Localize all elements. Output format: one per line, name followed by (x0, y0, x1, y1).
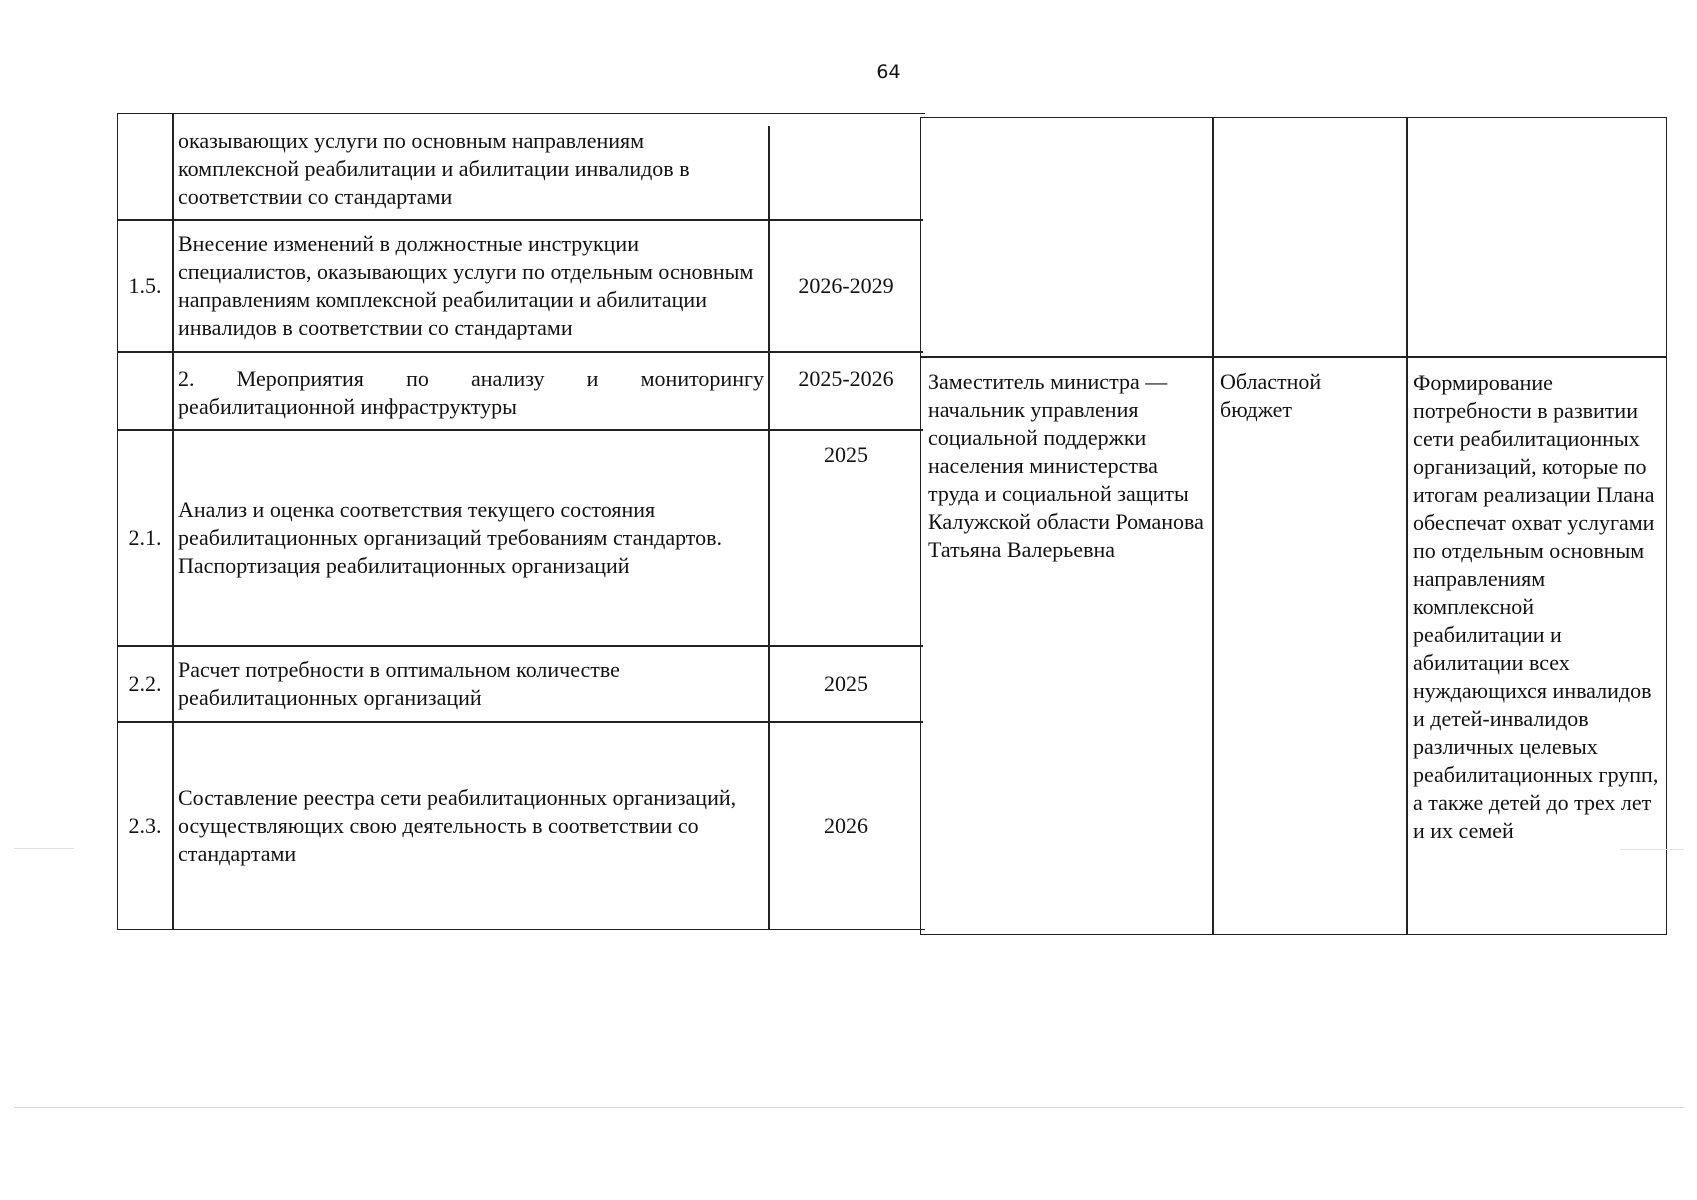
table-row-period: 2025 (824, 671, 868, 696)
table-row-period: 2026-2029 (798, 273, 894, 298)
section-heading: 2. Мероприятия по анализу и мониторингу реабилитационной инфраструктуры (178, 366, 764, 419)
scan-artifact-line (1620, 849, 1684, 850)
table-row-description: Расчет потребности в оптимальном количестве реабилитационных организаций (178, 657, 620, 710)
table-row-description: Анализ и оценка соответствия текущего состояния реабилитационных организаций требованиям стандартов. Паспортизация реабилитационных организаций (178, 497, 723, 578)
scan-artifact-line (14, 1107, 1684, 1108)
table-row-period: 2025-2026 (798, 366, 894, 391)
right-table-row-divider (920, 356, 1667, 358)
page-number: 64 (876, 61, 901, 83)
table-row-description: оказывающих услуги по основным направлениям комплексной реабилитации и абилитации инвалидов в соответствии со стандартами (178, 128, 690, 209)
right-table-column-divider (1406, 117, 1408, 935)
funding-source: Областной бюджет (1220, 369, 1322, 422)
table-row-period: 2026 (824, 813, 868, 838)
right-table-column-divider (1212, 117, 1214, 935)
table-row-number: 2.1. (128, 525, 162, 550)
table-row-description: Составление реестра сети реабилитационных организаций, осуществляющих свою деятельность в соответствии со стандартами (178, 785, 737, 866)
left-table-column-divider (172, 113, 174, 930)
expected-result: Формирование потребности в развитии сети реабилитационных организаций, которые по итогам реализации Плана обеспечат охват услугами по отдельным основным направлениям комплексной реабилитации и абилитации всех нуждающихся инвалидов и детей-инвалидов различных целевых реабилитационных групп, а также детей до трех лет и их семей (1413, 370, 1659, 843)
responsible-person: Заместитель министра — начальник управления социальной поддержки населения министерства труда и социальной защиты Калужской области Романова Татьяна Валерьевна (928, 369, 1204, 562)
table-row-period: 2025 (824, 442, 868, 467)
table-row-number: 1.5. (128, 273, 162, 298)
table-row-description: Внесение изменений в должностные инструкции специалистов, оказывающих услуги по отдельным основным направлениям комплексной реабилитации и абилитации инвалидов в соответствии со стандартами (178, 231, 754, 340)
table-row-number: 2.2. (128, 671, 162, 696)
scan-artifact-line (14, 848, 74, 849)
row-divider (117, 351, 923, 353)
table-row-number: 2.3. (128, 813, 162, 838)
